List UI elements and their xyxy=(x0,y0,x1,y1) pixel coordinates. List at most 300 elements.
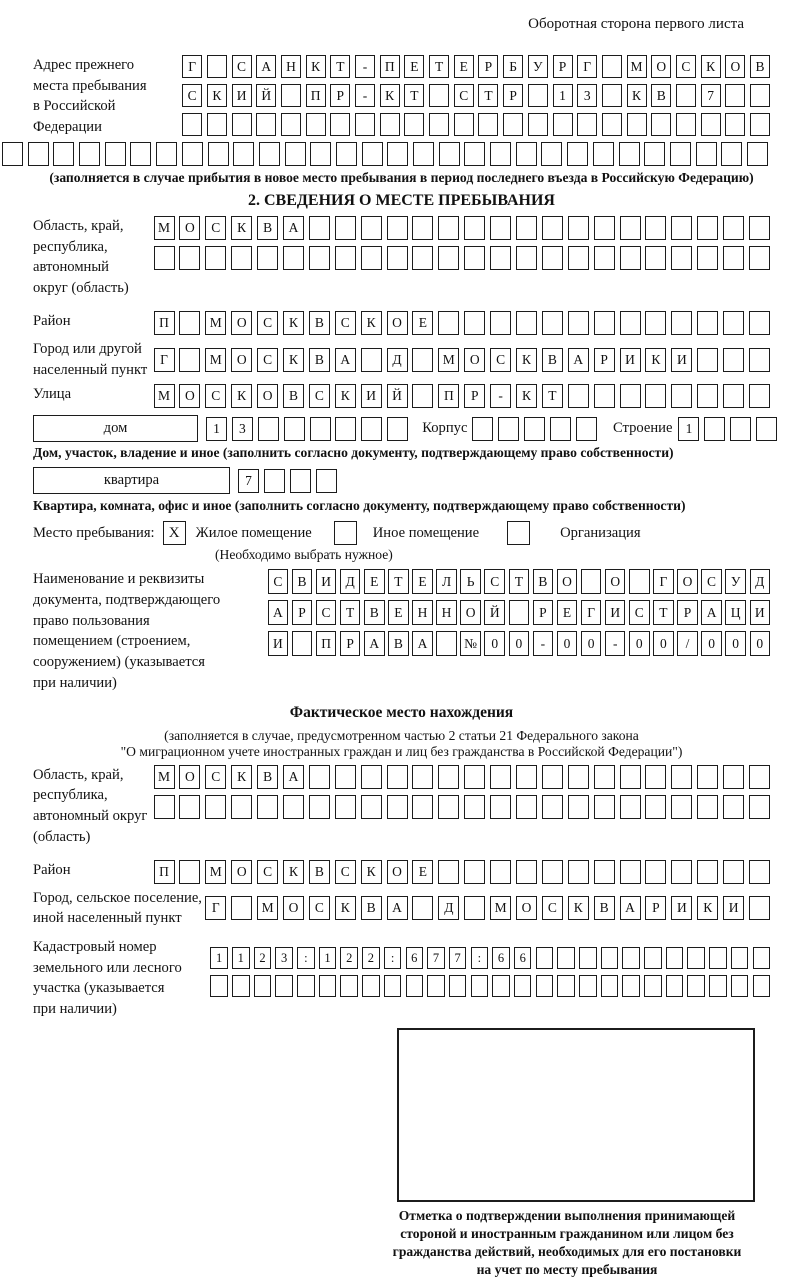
char-cell xyxy=(697,795,718,819)
char-cell: 0 xyxy=(653,631,674,656)
char-cell xyxy=(259,142,280,166)
char-cell: Р xyxy=(594,348,615,372)
char-cell: О xyxy=(387,860,408,884)
char-cell xyxy=(541,142,562,166)
char-cell: И xyxy=(605,600,626,625)
char-cell: : xyxy=(471,947,489,969)
char-cell: С xyxy=(257,860,278,884)
char-cell: В xyxy=(361,896,382,920)
apartment-box[interactable]: квартира xyxy=(33,467,230,494)
factual-region-label: Область, край, республика, автономный округ (область) xyxy=(33,766,148,845)
char-cell xyxy=(156,142,177,166)
char-cell: Г xyxy=(205,896,226,920)
char-cell xyxy=(629,569,650,594)
cadastre-row-1[interactable] xyxy=(210,947,770,969)
char-cell: В xyxy=(257,216,278,240)
char-cell xyxy=(594,216,615,240)
char-cell xyxy=(412,896,433,920)
char-cell: - xyxy=(605,631,626,656)
char-cell xyxy=(412,765,433,789)
char-cell: 0 xyxy=(750,631,771,656)
char-cell xyxy=(361,765,382,789)
char-cell: М xyxy=(627,55,647,78)
factual-district-row[interactable] xyxy=(154,860,770,884)
city-group xyxy=(33,339,770,380)
char-cell xyxy=(697,765,718,789)
region-group xyxy=(33,216,770,299)
char-cell: 3 xyxy=(577,84,597,107)
char-cell: И xyxy=(671,348,692,372)
char-cell: О xyxy=(557,569,578,594)
factual-district-label: Район xyxy=(33,861,71,878)
char-cell xyxy=(412,216,433,240)
prev-address-note: (заполняется в случае прибытия в новое место пребывания в период последнего въезда в Российскую Федерацию) xyxy=(49,170,754,185)
factual-district-group xyxy=(33,860,770,884)
char-cell xyxy=(709,975,727,997)
stay-option-other-premises: Иное помещение xyxy=(372,524,480,541)
char-cell xyxy=(105,142,126,166)
char-cell: А xyxy=(387,896,408,920)
region-label: Область, край, республика, автономный округ (область) xyxy=(33,218,129,297)
char-cell: С xyxy=(309,384,330,408)
char-cell: В xyxy=(542,348,563,372)
char-cell: К xyxy=(568,896,589,920)
char-cell: 1 xyxy=(678,417,699,441)
char-cell xyxy=(568,216,589,240)
char-cell: Й xyxy=(256,84,276,107)
char-cell: О xyxy=(257,384,278,408)
char-cell: Р xyxy=(292,600,313,625)
char-cell xyxy=(464,795,485,819)
prev-address-row-3[interactable] xyxy=(182,113,770,136)
char-cell: С xyxy=(232,55,252,78)
char-cell xyxy=(730,417,751,441)
char-cell xyxy=(297,975,315,997)
char-cell: Т xyxy=(388,569,409,594)
char-cell xyxy=(232,975,250,997)
char-cell: Б xyxy=(503,55,523,78)
char-cell xyxy=(697,311,718,335)
char-cell: Ь xyxy=(460,569,481,594)
char-cell xyxy=(620,216,641,240)
factual-city-row[interactable] xyxy=(205,896,770,920)
char-cell xyxy=(620,311,641,335)
char-cell xyxy=(310,417,331,441)
char-cell: К xyxy=(697,896,718,920)
char-cell: В xyxy=(388,631,409,656)
char-cell: Т xyxy=(429,55,449,78)
char-cell: М xyxy=(490,896,511,920)
char-cell xyxy=(753,975,771,997)
district-row[interactable] xyxy=(154,311,770,335)
char-cell xyxy=(384,975,402,997)
char-cell xyxy=(676,113,696,136)
corner-note: Оборотная сторона первого листа xyxy=(528,16,744,32)
char-cell xyxy=(179,348,200,372)
char-cell xyxy=(179,795,200,819)
char-cell: Е xyxy=(412,860,433,884)
char-cell: С xyxy=(257,348,278,372)
char-cell xyxy=(725,113,745,136)
char-cell xyxy=(645,246,666,270)
char-cell xyxy=(731,947,749,969)
factual-city-group xyxy=(33,888,770,929)
char-cell xyxy=(429,113,449,136)
city-row[interactable] xyxy=(154,348,770,372)
char-cell xyxy=(723,860,744,884)
char-cell xyxy=(671,765,692,789)
region-row-2[interactable] xyxy=(154,246,770,270)
char-cell xyxy=(581,569,602,594)
char-cell: Р xyxy=(330,84,350,107)
prev-address-row-2[interactable] xyxy=(182,84,770,107)
char-cell: К xyxy=(516,348,537,372)
char-cell: С xyxy=(629,600,650,625)
char-cell: К xyxy=(283,311,304,335)
char-cell xyxy=(721,142,742,166)
char-cell xyxy=(536,975,554,997)
char-cell: 0 xyxy=(484,631,505,656)
char-cell xyxy=(182,142,203,166)
char-cell: С xyxy=(484,569,505,594)
char-cell xyxy=(438,311,459,335)
char-cell: Р xyxy=(533,600,554,625)
char-cell xyxy=(645,216,666,240)
char-cell xyxy=(749,216,770,240)
char-cell: К xyxy=(335,384,356,408)
char-cell: : xyxy=(297,947,315,969)
char-cell: Е xyxy=(388,600,409,625)
char-cell: М xyxy=(205,348,226,372)
char-cell xyxy=(492,975,510,997)
char-cell: Т xyxy=(653,600,674,625)
char-cell xyxy=(412,384,433,408)
char-cell: М xyxy=(205,860,226,884)
prev-address-group xyxy=(33,55,770,142)
char-cell xyxy=(179,311,200,335)
char-cell xyxy=(516,765,537,789)
char-cell: С xyxy=(268,569,289,594)
char-cell: О xyxy=(464,348,485,372)
char-cell xyxy=(516,142,537,166)
char-cell xyxy=(361,216,382,240)
document-label: Наименование и реквизиты документа, подтверждающего право пользования помещением (строением, сооружением) (указывается при наличии) xyxy=(33,571,221,691)
char-cell xyxy=(438,216,459,240)
prev-address-row-4[interactable] xyxy=(2,142,770,166)
char-cell: 0 xyxy=(509,631,530,656)
char-cell xyxy=(454,113,474,136)
char-cell xyxy=(53,142,74,166)
char-cell: И xyxy=(750,600,771,625)
char-cell: О xyxy=(179,216,200,240)
char-cell: В xyxy=(292,569,313,594)
char-cell: 1 xyxy=(206,417,227,441)
char-cell xyxy=(464,216,485,240)
char-cell: П xyxy=(306,84,326,107)
char-cell: / xyxy=(677,631,698,656)
char-cell: К xyxy=(361,860,382,884)
char-cell xyxy=(568,795,589,819)
char-cell: П xyxy=(438,384,459,408)
stroenie-cells[interactable] xyxy=(678,417,777,441)
char-cell xyxy=(594,860,615,884)
char-cell xyxy=(290,469,311,493)
char-cell: О xyxy=(460,600,481,625)
char-cell: 0 xyxy=(725,631,746,656)
document-row-2[interactable] xyxy=(268,600,770,625)
char-cell: А xyxy=(568,348,589,372)
checkbox-other-premises[interactable] xyxy=(334,521,357,545)
char-cell xyxy=(622,975,640,997)
char-cell xyxy=(542,795,563,819)
char-cell xyxy=(524,417,545,441)
char-cell: У xyxy=(528,55,548,78)
char-cell: В xyxy=(594,896,615,920)
char-cell: И xyxy=(671,896,692,920)
char-cell xyxy=(697,384,718,408)
char-cell: Е xyxy=(404,55,424,78)
char-cell: Т xyxy=(478,84,498,107)
char-cell: А xyxy=(268,600,289,625)
char-cell xyxy=(207,55,227,78)
char-cell xyxy=(309,216,330,240)
char-cell: К xyxy=(231,765,252,789)
char-cell xyxy=(210,975,228,997)
char-cell: М xyxy=(154,216,175,240)
char-cell xyxy=(749,384,770,408)
char-cell xyxy=(387,216,408,240)
char-cell: Н xyxy=(281,55,301,78)
char-cell: Л xyxy=(436,569,457,594)
cadastre-row-2[interactable] xyxy=(210,975,770,997)
char-cell xyxy=(622,947,640,969)
factual-region-row-1[interactable] xyxy=(154,765,770,789)
stay-type-row xyxy=(33,521,770,545)
char-cell: - xyxy=(355,55,375,78)
char-cell: А xyxy=(412,631,433,656)
char-cell: 7 xyxy=(449,947,467,969)
char-cell: Т xyxy=(542,384,563,408)
char-cell: К xyxy=(207,84,227,107)
char-cell xyxy=(309,795,330,819)
checkbox-organization[interactable] xyxy=(507,521,530,545)
char-cell xyxy=(498,417,519,441)
stay-type-note: (Необходимо выбрать нужное) xyxy=(215,547,393,563)
char-cell: С xyxy=(490,348,511,372)
char-cell: В xyxy=(257,765,278,789)
char-cell xyxy=(671,216,692,240)
factual-region-row-2[interactable] xyxy=(154,795,770,819)
char-cell: С xyxy=(454,84,474,107)
factual-title: Фактическое место нахождения xyxy=(289,703,514,721)
char-cell: И xyxy=(268,631,289,656)
char-cell: Д xyxy=(340,569,361,594)
char-cell xyxy=(257,246,278,270)
char-cell: О xyxy=(387,311,408,335)
char-cell: К xyxy=(701,55,721,78)
char-cell xyxy=(749,860,770,884)
char-cell: 3 xyxy=(232,417,253,441)
char-cell xyxy=(275,975,293,997)
char-cell xyxy=(264,469,285,493)
house-note: Дом, участок, владение и иное (заполнить согласно документу, подтверждающему право собственности) xyxy=(33,445,674,461)
char-cell: П xyxy=(154,860,175,884)
char-cell: Г xyxy=(182,55,202,78)
char-cell: С xyxy=(335,311,356,335)
char-cell: Г xyxy=(581,600,602,625)
char-cell xyxy=(750,113,770,136)
char-cell xyxy=(568,765,589,789)
char-cell: 1 xyxy=(232,947,250,969)
char-cell: Й xyxy=(387,384,408,408)
char-cell: О xyxy=(677,569,698,594)
char-cell: Г xyxy=(653,569,674,594)
char-cell xyxy=(283,795,304,819)
char-cell xyxy=(2,142,23,166)
char-cell xyxy=(464,246,485,270)
char-cell: 1 xyxy=(553,84,573,107)
char-cell: Е xyxy=(557,600,578,625)
checkbox-residential[interactable]: X xyxy=(163,521,186,545)
char-cell xyxy=(283,246,304,270)
char-cell: Д xyxy=(750,569,771,594)
char-cell xyxy=(335,417,356,441)
char-cell xyxy=(361,795,382,819)
char-cell xyxy=(620,384,641,408)
char-cell: А xyxy=(283,765,304,789)
house-row xyxy=(33,415,770,442)
char-cell xyxy=(749,311,770,335)
char-cell: И xyxy=(232,84,252,107)
char-cell xyxy=(205,795,226,819)
apartment-cells[interactable] xyxy=(238,469,337,493)
prev-address-row-1[interactable] xyxy=(182,55,770,78)
char-cell: К xyxy=(335,896,356,920)
char-cell: 6 xyxy=(514,947,532,969)
document-row-3[interactable] xyxy=(268,631,770,656)
char-cell: Е xyxy=(412,569,433,594)
char-cell xyxy=(601,947,619,969)
char-cell xyxy=(725,84,745,107)
char-cell xyxy=(749,765,770,789)
char-cell: К xyxy=(231,216,252,240)
document-group xyxy=(33,569,770,693)
char-cell xyxy=(568,246,589,270)
char-cell: Р xyxy=(464,384,485,408)
char-cell xyxy=(749,795,770,819)
char-cell xyxy=(568,384,589,408)
char-cell: О xyxy=(283,896,304,920)
char-cell xyxy=(79,142,100,166)
char-cell: Т xyxy=(509,569,530,594)
street-group xyxy=(33,384,770,408)
char-cell: И xyxy=(316,569,337,594)
stay-type-label: Место пребывания: xyxy=(33,524,155,541)
char-cell xyxy=(579,947,597,969)
district-group xyxy=(33,311,770,335)
char-cell xyxy=(671,246,692,270)
house-box[interactable]: дом xyxy=(33,415,198,442)
char-cell: О xyxy=(231,348,252,372)
char-cell xyxy=(651,113,671,136)
char-cell: Р xyxy=(677,600,698,625)
char-cell xyxy=(697,348,718,372)
char-cell xyxy=(579,975,597,997)
char-cell xyxy=(490,216,511,240)
char-cell xyxy=(464,860,485,884)
char-cell: К xyxy=(380,84,400,107)
char-cell xyxy=(723,246,744,270)
char-cell xyxy=(231,795,252,819)
char-cell: Е xyxy=(364,569,385,594)
house-number-cells[interactable] xyxy=(206,417,408,441)
char-cell xyxy=(676,84,696,107)
char-cell: К xyxy=(361,311,382,335)
char-cell: Г xyxy=(577,55,597,78)
confirmation-note: Отметка о подтверждении выполнения принимающей стороной и иностранным гражданином или лицом без гражданства действий, необходимых для его постановки на учет по месту пребывания xyxy=(392,1207,742,1277)
char-cell xyxy=(697,860,718,884)
char-cell xyxy=(645,384,666,408)
char-cell xyxy=(380,113,400,136)
char-cell xyxy=(687,975,705,997)
char-cell: С xyxy=(205,216,226,240)
char-cell xyxy=(620,765,641,789)
char-cell xyxy=(154,795,175,819)
char-cell xyxy=(438,795,459,819)
char-cell xyxy=(330,113,350,136)
char-cell xyxy=(577,113,597,136)
char-cell xyxy=(179,860,200,884)
char-cell xyxy=(478,113,498,136)
char-cell: О xyxy=(231,311,252,335)
char-cell: 1 xyxy=(210,947,228,969)
char-cell xyxy=(306,113,326,136)
char-cell xyxy=(490,311,511,335)
char-cell xyxy=(319,975,337,997)
char-cell xyxy=(285,142,306,166)
street-row[interactable] xyxy=(154,384,770,408)
char-cell: В xyxy=(651,84,671,107)
char-cell xyxy=(471,975,489,997)
char-cell xyxy=(701,113,721,136)
char-cell xyxy=(361,348,382,372)
char-cell xyxy=(619,142,640,166)
char-cell xyxy=(516,795,537,819)
korpus-cells[interactable] xyxy=(472,417,597,441)
document-row-1[interactable] xyxy=(268,569,770,594)
char-cell: 1 xyxy=(319,947,337,969)
char-cell: Г xyxy=(154,348,175,372)
char-cell xyxy=(490,246,511,270)
char-cell: В xyxy=(309,860,330,884)
char-cell: 7 xyxy=(427,947,445,969)
korpus-label: Корпус xyxy=(422,420,468,437)
char-cell: Д xyxy=(438,896,459,920)
char-cell xyxy=(281,84,301,107)
char-cell xyxy=(747,142,768,166)
char-cell: А xyxy=(283,216,304,240)
char-cell xyxy=(130,142,151,166)
region-row-1[interactable] xyxy=(154,216,770,240)
char-cell xyxy=(361,417,382,441)
char-cell: С xyxy=(257,311,278,335)
char-cell xyxy=(723,765,744,789)
char-cell xyxy=(553,113,573,136)
char-cell xyxy=(233,142,254,166)
char-cell xyxy=(666,975,684,997)
char-cell: В xyxy=(364,600,385,625)
char-cell xyxy=(28,142,49,166)
